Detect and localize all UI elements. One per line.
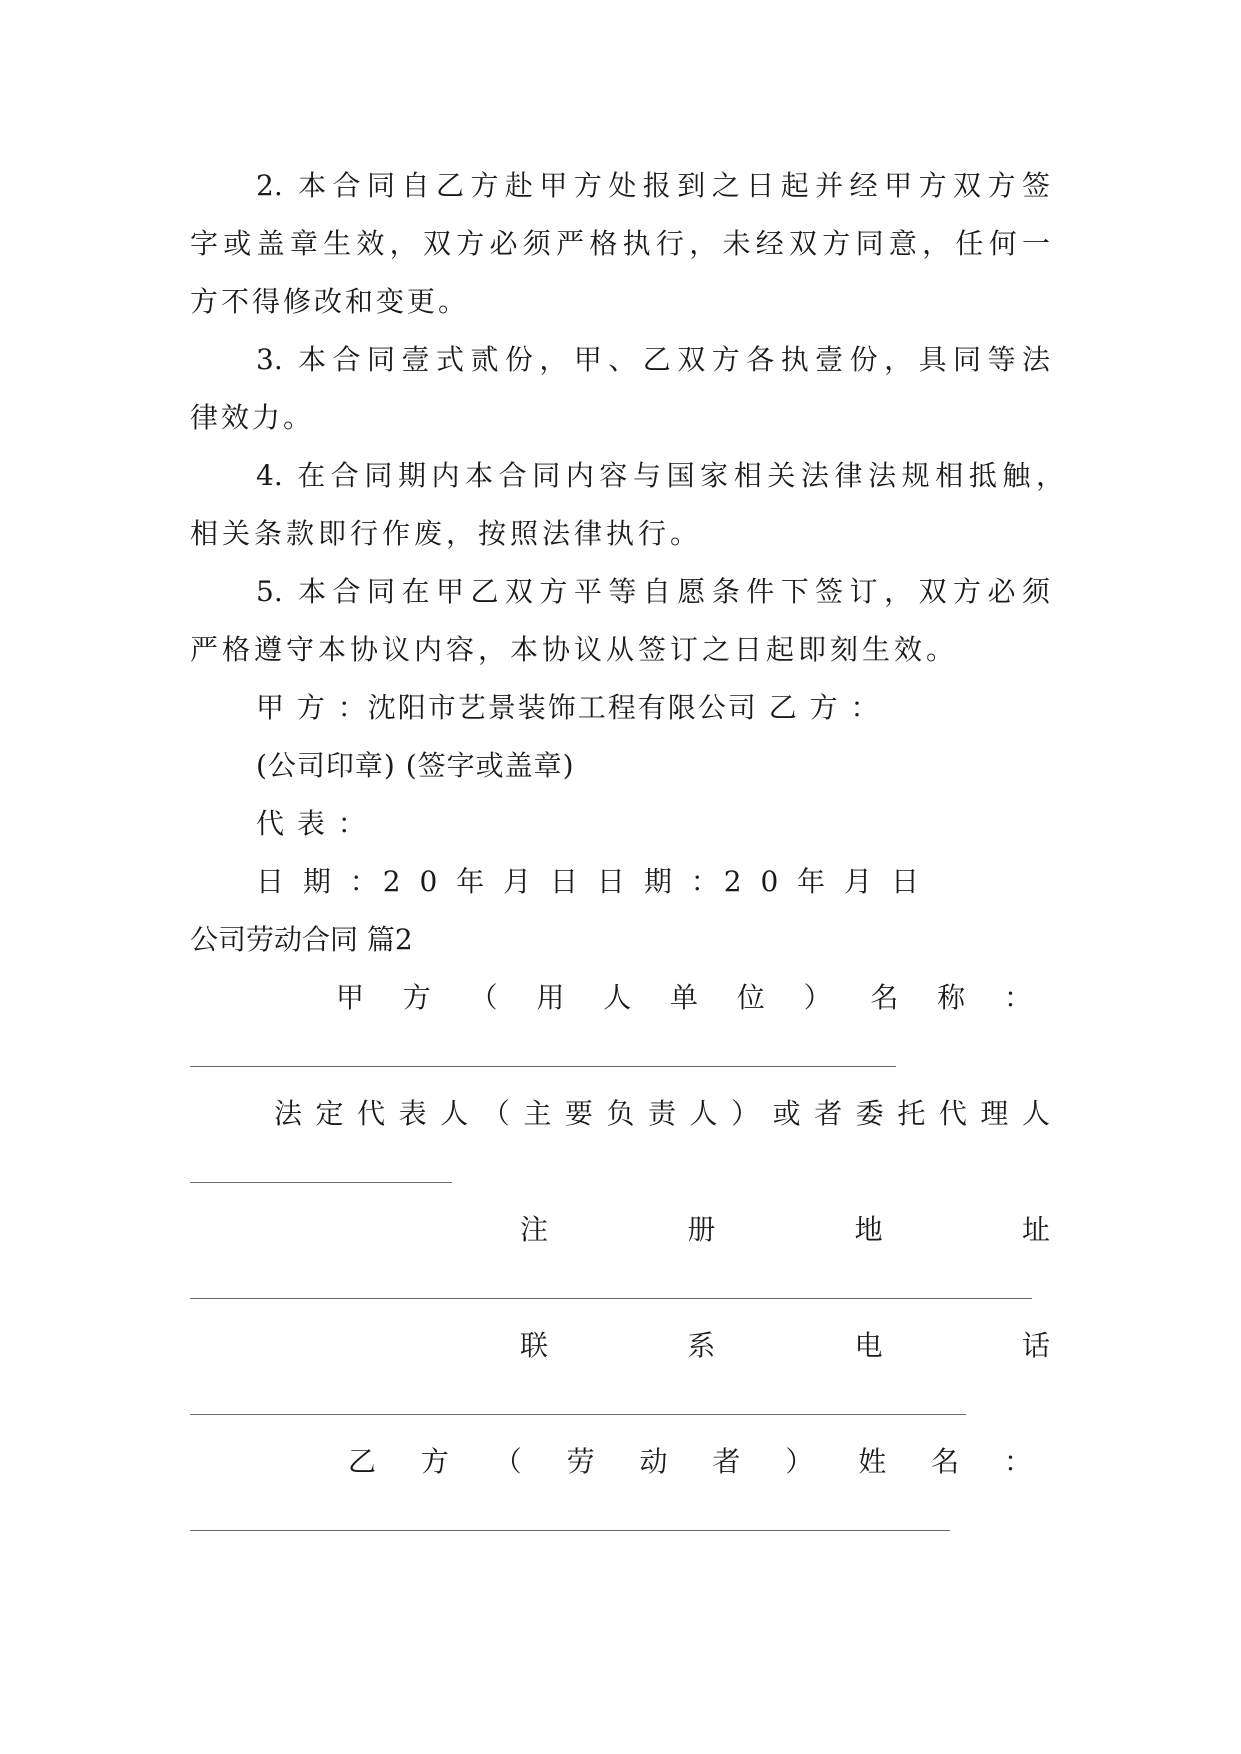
reg-address-blank bbox=[190, 1298, 1032, 1299]
clause-4-line-1: 4. 在合同期内本合同内容与国家相关法律法规相抵触， bbox=[256, 459, 1064, 492]
representative-line: 代 表 ： bbox=[256, 807, 368, 840]
legal-rep-blank bbox=[190, 1182, 452, 1183]
employer-name-blank bbox=[190, 1066, 896, 1067]
clause-2-line-2: 字或盖章生效，双方必须严格执行，未经双方同意，任何一 bbox=[190, 227, 1050, 260]
clause-5-line-2: 严格遵守本协议内容，本协议从签订之日起即刻生效。 bbox=[190, 633, 959, 666]
seal-line: (公司印章) (签字或盖章) bbox=[256, 749, 575, 782]
clause-4-line-2: 相关条款即行作废，按照法律执行。 bbox=[190, 517, 703, 550]
clause-5-line-1: 5. 本合同在甲乙双方平等自愿条件下签订，双方必须 bbox=[256, 575, 1050, 608]
section-2-heading: 公司劳动合同 篇2 bbox=[190, 923, 413, 956]
phone-blank bbox=[190, 1414, 966, 1415]
legal-rep-label: 法定代表人（主要负责人）或者委托代理人 bbox=[274, 1097, 1050, 1130]
party-a-line: 甲 方 ：沈阳市艺景装饰工程有限公司 乙 方 ： bbox=[256, 691, 881, 724]
clause-2-line-1: 2. 本合同自乙方赴甲方处报到之日起并经甲方双方签 bbox=[256, 169, 1050, 202]
worker-name-label: 乙方（劳动者）姓名： bbox=[348, 1445, 1032, 1478]
clause-3-line-1: 3. 本合同壹式贰份，甲、乙双方各执壹份，具同等法 bbox=[256, 343, 1050, 376]
clause-2-line-3: 方不得修改和变更。 bbox=[190, 285, 470, 318]
employer-name-label: 甲方（用人单位）名称： bbox=[336, 981, 1032, 1014]
phone-label: 联系电话 bbox=[520, 1329, 1050, 1362]
dates-line: 日 期 ：2 0 年 月 日 日 期 ：2 0 年 月 日 bbox=[256, 865, 924, 898]
reg-address-label: 注册地址 bbox=[520, 1213, 1050, 1246]
worker-name-blank bbox=[190, 1530, 950, 1531]
clause-3-line-2: 律效力。 bbox=[190, 401, 315, 434]
